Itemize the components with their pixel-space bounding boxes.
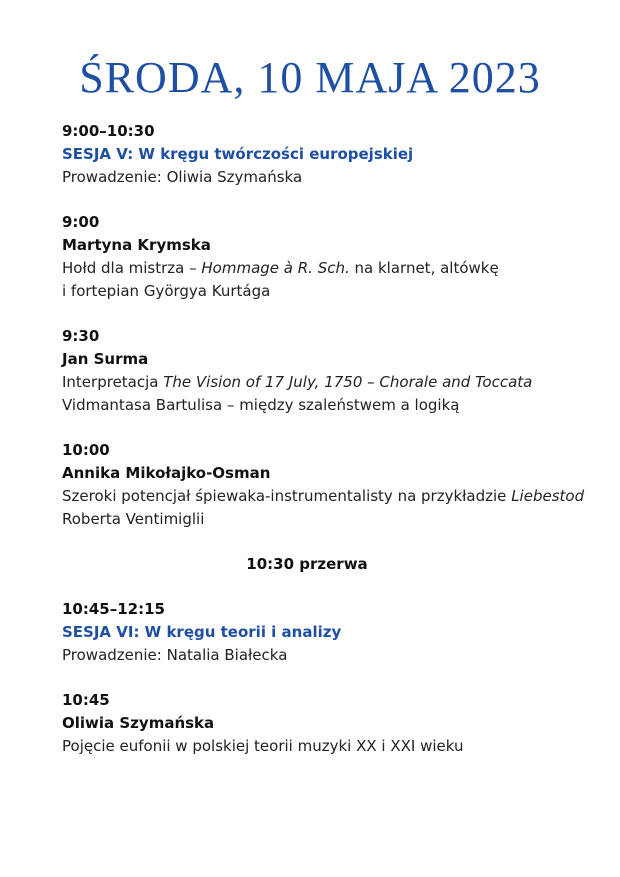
session-block	[62, 120, 592, 189]
talk-title-text: na klarnet, altówkę	[349, 259, 499, 277]
talk-title-line	[62, 485, 592, 508]
talk-title-text: Szeroki potencjał śpiewaka-instrumentalisty na przykładzie	[62, 487, 512, 505]
talk-speaker: Oliwia Szymańska	[62, 714, 215, 732]
talk	[62, 689, 592, 758]
talk-title-line: i fortepian Györgya Kurtága	[62, 282, 271, 300]
talk-time: 9:30	[62, 327, 100, 345]
session-chair: Prowadzenie: Natalia Białecka	[62, 646, 288, 664]
talk-title-italic: The Vision of 17 July, 1750 – Chorale and Toccata	[163, 373, 533, 391]
talk-speaker: Jan Surma	[62, 350, 149, 368]
talk-title-line: Vidmantasa Bartulisa – między szaleństwem a logiką	[62, 396, 460, 414]
talk-title-line	[62, 371, 592, 394]
session-title: SESJA VI: W kręgu teorii i analizy	[62, 623, 342, 641]
talk-title-text: Interpretacja	[62, 373, 164, 391]
page-title: ŚRODA, 10 MAJA 2023	[79, 53, 541, 102]
talk-title-text: Hołd dla mistrza –	[62, 259, 202, 277]
talk-speaker: Annika Mikołajko-Osman	[62, 464, 271, 482]
break-label: 10:30 przerwa	[246, 555, 368, 573]
talk-title-line: Pojęcie eufonii w polskiej teorii muzyki XX i XXI wieku	[62, 737, 464, 755]
session-time: 9:00–10:30	[62, 122, 155, 140]
talk	[62, 325, 592, 417]
talk	[62, 211, 592, 303]
session-title: SESJA V: W kręgu twórczości europejskiej	[62, 145, 414, 163]
talk-title-line	[62, 257, 592, 280]
talk	[62, 439, 592, 531]
talk-time: 9:00	[62, 213, 100, 231]
schedule	[62, 120, 592, 758]
session-block	[62, 598, 592, 667]
session-time: 10:45–12:15	[62, 600, 165, 618]
session-chair: Prowadzenie: Oliwia Szymańska	[62, 168, 303, 186]
talk-title-italic: Liebestod	[511, 487, 585, 505]
talk-title-line: Roberta Ventimiglii	[62, 510, 205, 528]
talk-speaker: Martyna Krymska	[62, 236, 211, 254]
talk-time: 10:45	[62, 691, 110, 709]
talk-time: 10:00	[62, 441, 110, 459]
talk-title-italic: Hommage à R. Sch.	[201, 259, 350, 277]
